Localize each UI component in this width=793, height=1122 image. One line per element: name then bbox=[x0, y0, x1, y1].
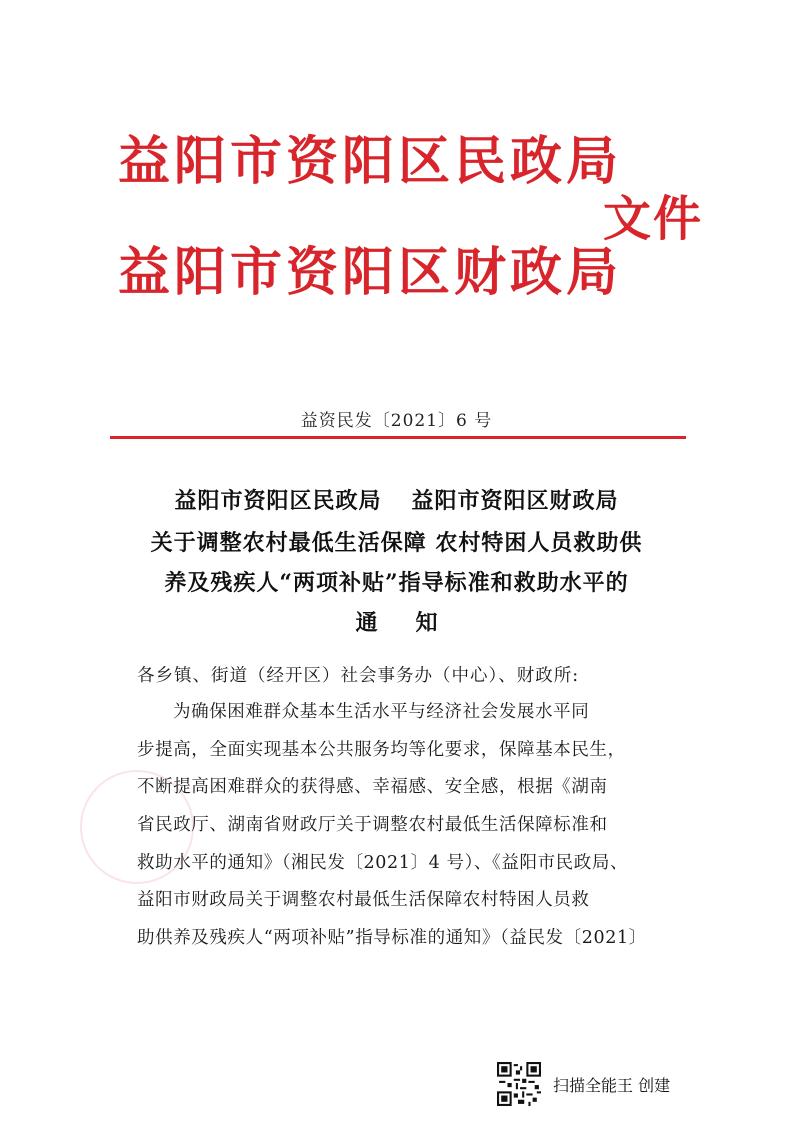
title-issuers bbox=[0, 484, 793, 515]
red-divider-line bbox=[110, 436, 686, 439]
body-line: 不断提高困难群众的获得感、幸福感、安全感，根据《湖南 bbox=[137, 777, 608, 798]
body-line: 步提高，全面实现基本公共服务均等化要求，保障基本民生， bbox=[137, 739, 626, 760]
title-line-3: 养及残疾人“两项补贴”指导标准和救助水平的 bbox=[164, 570, 629, 596]
title-notice-word: 通知 bbox=[355, 610, 476, 636]
scanner-watermark-label: 扫描全能王 创建 bbox=[553, 1076, 671, 1095]
letterhead-document-word: 文件 bbox=[603, 191, 704, 247]
body-paragraph bbox=[137, 696, 673, 960]
body-line: 益阳市财政局关于调整农村最低生活保障农村特困人员救 bbox=[137, 890, 590, 911]
recipient-line: 各乡镇、街道（经开区）社会事务办（中心）、财政所: bbox=[137, 666, 580, 686]
qr-code-icon bbox=[497, 1062, 541, 1106]
document-number: 益资民发〔2021〕6 号 bbox=[300, 411, 493, 431]
body-line: 救助水平的通知》（湘民发〔2021〕4 号）、《益阳市民政局、 bbox=[137, 852, 629, 873]
letterhead-org-finance: 益阳市资阳区财政局 bbox=[118, 243, 623, 303]
body-line: 为确保困难群众基本生活水平与经济社会发展水平同 bbox=[173, 702, 590, 722]
letterhead-org-civil-affairs: 益阳市资阳区民政局 bbox=[118, 132, 623, 192]
title-issuer-civil-affairs: 益阳市资阳区民政局 bbox=[174, 488, 382, 514]
title-line-2: 关于调整农村最低生活保障 农村特困人员救助供 bbox=[150, 530, 643, 556]
title-issuer-finance: 益阳市资阳区财政局 bbox=[411, 488, 619, 514]
body-line: 助供养及残疾人“两项补贴”指导标准的通知》（益民发〔2021〕 bbox=[137, 928, 647, 949]
body-line: 省民政厅、湖南省财政厅关于调整农村最低生活保障标准和 bbox=[137, 815, 608, 836]
